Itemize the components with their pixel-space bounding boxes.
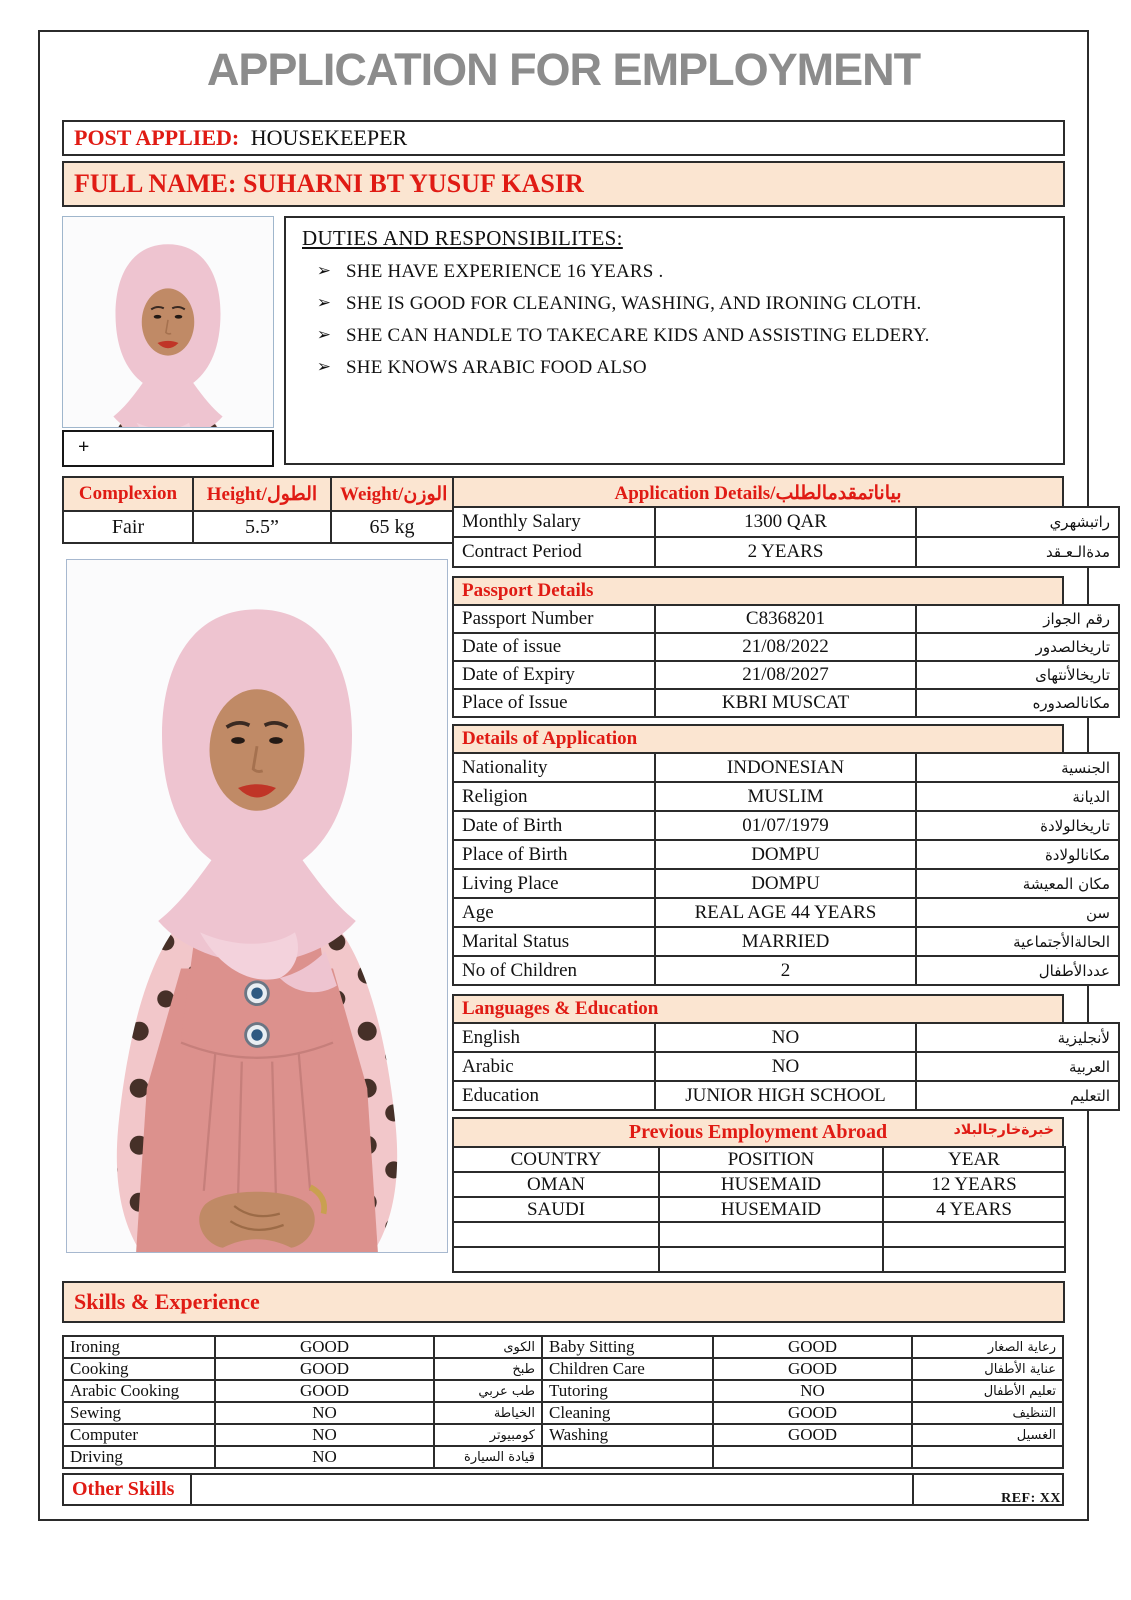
- stats-value-weight: 65 kg: [331, 511, 453, 543]
- skill-label: [542, 1446, 713, 1468]
- application-details-band: Application Details/بياناتمقدمالطلب: [452, 476, 1064, 508]
- employment-cell: [659, 1222, 883, 1247]
- employment-header-position: POSITION: [659, 1147, 883, 1172]
- passport-row-value: 21/08/2027: [655, 661, 916, 689]
- skill-label: Sewing: [63, 1402, 215, 1424]
- arrow-bullet-icon: ➢: [316, 261, 332, 280]
- skill-arabic: قيادة السيارة: [434, 1446, 542, 1468]
- duty-item: [302, 293, 1047, 315]
- details-row-arabic: الجنسية: [916, 753, 1119, 782]
- skill-value: NO: [215, 1446, 434, 1468]
- details-row-arabic: الديانة: [916, 782, 1119, 811]
- skill-arabic: تعليم الأطفال: [912, 1380, 1063, 1402]
- details-row-label: Living Place: [453, 869, 655, 898]
- details-row-value: DOMPU: [655, 840, 916, 869]
- skill-value: NO: [713, 1380, 912, 1402]
- skill-value: GOOD: [215, 1336, 434, 1358]
- details-of-application-table: [452, 752, 1120, 986]
- language-row-label: English: [453, 1023, 655, 1052]
- post-applied-row: [62, 120, 1065, 156]
- app-row-value: 2 YEARS: [655, 537, 916, 567]
- duty-text: SHE KNOWS ARABIC FOOD ALSO: [346, 357, 647, 378]
- passport-row-arabic: رقم الجواز: [916, 605, 1119, 633]
- passport-row-value: KBRI MUSCAT: [655, 689, 916, 717]
- language-row-value: NO: [655, 1023, 916, 1052]
- languages-education-table: [452, 1022, 1120, 1111]
- details-row-label: No of Children: [453, 956, 655, 985]
- full-name-row: FULL NAME: SUHARNI BT YUSUF KASIR: [62, 161, 1065, 207]
- details-row-arabic: تاريخالولادة: [916, 811, 1119, 840]
- passport-row-value: 21/08/2022: [655, 633, 916, 661]
- post-applied-label: POST APPLIED:: [74, 125, 240, 150]
- skills-experience-band: Skills & Experience: [62, 1281, 1065, 1323]
- previous-employment-band: [452, 1117, 1064, 1148]
- language-row-label: Arabic: [453, 1052, 655, 1081]
- app-row-label: Contract Period: [453, 537, 655, 567]
- woman-portrait-icon: [67, 560, 447, 1252]
- app-row-arabic: مدةالـعـقد: [916, 537, 1119, 567]
- employment-cell: [453, 1222, 659, 1247]
- passport-row-value: C8368201: [655, 605, 916, 633]
- other-skills-empty-cell: [191, 1474, 913, 1505]
- photo-column: [62, 216, 274, 467]
- skill-value: GOOD: [713, 1336, 912, 1358]
- language-row-value: NO: [655, 1052, 916, 1081]
- stats-value-complexion: Fair: [63, 511, 193, 543]
- duty-item: [302, 357, 1047, 379]
- employment-cell: [659, 1247, 883, 1272]
- skill-label: Ironing: [63, 1336, 215, 1358]
- previous-employment-title-arabic: خبرةخارجالبلاد: [953, 1122, 1054, 1138]
- employment-cell: SAUDI: [453, 1197, 659, 1222]
- previous-employment-table: [452, 1146, 1066, 1273]
- details-row-label: Nationality: [453, 753, 655, 782]
- language-row-label: Education: [453, 1081, 655, 1110]
- details-row-label: Age: [453, 898, 655, 927]
- duty-text: SHE CAN HANDLE TO TAKECARE KIDS AND ASSISTING ELDERY.: [346, 325, 930, 346]
- language-row-arabic: العربية: [916, 1052, 1119, 1081]
- plus-box: [62, 430, 274, 467]
- stats-value-height: 5.5”: [193, 511, 331, 543]
- post-applied-value: HOUSEKEEPER: [250, 125, 408, 150]
- ref-code: REF: XX: [1001, 1491, 1061, 1506]
- details-row-arabic: عددالأطفال: [916, 956, 1119, 985]
- applicant-photo-large: [66, 559, 448, 1253]
- language-row-value: JUNIOR HIGH SCHOOL: [655, 1081, 916, 1110]
- stats-header-height: Height/الطول: [193, 477, 331, 511]
- skill-value: GOOD: [713, 1402, 912, 1424]
- details-row-value: 01/07/1979: [655, 811, 916, 840]
- duty-text: SHE HAVE EXPERIENCE 16 YEARS .: [346, 261, 664, 282]
- employment-cell: [883, 1247, 1065, 1272]
- skill-label: Arabic Cooking: [63, 1380, 215, 1402]
- languages-education-band: Languages & Education: [452, 994, 1064, 1024]
- details-row-value: MUSLIM: [655, 782, 916, 811]
- top-section: [62, 216, 1065, 467]
- passport-details-band: Passport Details: [452, 576, 1064, 606]
- skill-label: Children Care: [542, 1358, 713, 1380]
- details-row-arabic: الحالةالأجتماعية: [916, 927, 1119, 956]
- skill-arabic: الخياطة: [434, 1402, 542, 1424]
- duty-text: SHE IS GOOD FOR CLEANING, WASHING, AND IRONING CLOTH.: [346, 293, 922, 314]
- details-row-arabic: مكانالولادة: [916, 840, 1119, 869]
- duties-box: [284, 216, 1065, 465]
- skill-label: Washing: [542, 1424, 713, 1446]
- arrow-bullet-icon: ➢: [316, 325, 332, 344]
- document-page: [38, 30, 1110, 1521]
- application-details-table: [452, 506, 1120, 568]
- other-skills-label: Other Skills: [63, 1474, 191, 1505]
- details-row-value: INDONESIAN: [655, 753, 916, 782]
- previous-employment-title: Previous Employment Abroad: [628, 1121, 888, 1143]
- skill-arabic: التنظيف: [912, 1402, 1063, 1424]
- stats-table: [62, 476, 454, 544]
- employment-cell: HUSEMAID: [659, 1197, 883, 1222]
- passport-row-arabic: تاريخالأنتهاى: [916, 661, 1119, 689]
- details-row-arabic: مكان المعيشة: [916, 869, 1119, 898]
- details-row-label: Religion: [453, 782, 655, 811]
- skill-arabic: طب عربي: [434, 1380, 542, 1402]
- passport-row-label: Place of Issue: [453, 689, 655, 717]
- skill-arabic: [912, 1446, 1063, 1468]
- skill-value: GOOD: [215, 1380, 434, 1402]
- details-row-label: Date of Birth: [453, 811, 655, 840]
- duty-item: [302, 261, 1047, 283]
- skill-value: GOOD: [215, 1358, 434, 1380]
- skill-value: [713, 1446, 912, 1468]
- skill-label: Driving: [63, 1446, 215, 1468]
- right-column: [452, 476, 1110, 1273]
- app-row-value: 1300 QAR: [655, 507, 916, 537]
- details-of-application-band: Details of Application: [452, 724, 1064, 754]
- employment-header-country: COUNTRY: [453, 1147, 659, 1172]
- stats-header-weight: Weight/الوزن: [331, 477, 453, 511]
- language-row-arabic: لأنجليزية: [916, 1023, 1119, 1052]
- skill-value: NO: [215, 1402, 434, 1424]
- app-row-label: Monthly Salary: [453, 507, 655, 537]
- app-row-arabic: راتبشهري: [916, 507, 1119, 537]
- skill-label: Cooking: [63, 1358, 215, 1380]
- skill-arabic: كومبيوتر: [434, 1424, 542, 1446]
- skill-arabic: الكوى: [434, 1336, 542, 1358]
- details-row-value: DOMPU: [655, 869, 916, 898]
- passport-row-label: Date of issue: [453, 633, 655, 661]
- employment-header-year: YEAR: [883, 1147, 1065, 1172]
- details-row-label: Marital Status: [453, 927, 655, 956]
- arrow-bullet-icon: ➢: [316, 293, 332, 312]
- skill-arabic: رعاية الصغار: [912, 1336, 1063, 1358]
- details-row-value: MARRIED: [655, 927, 916, 956]
- details-row-arabic: سن: [916, 898, 1119, 927]
- skill-arabic: عناية الأطفال: [912, 1358, 1063, 1380]
- employment-cell: [453, 1247, 659, 1272]
- page-title: APPLICATION FOR EMPLOYMENT: [206, 44, 921, 95]
- duty-item: [302, 325, 1047, 347]
- employment-cell: HUSEMAID: [659, 1172, 883, 1197]
- left-column: [62, 476, 452, 1273]
- duties-title: DUTIES AND RESPONSIBILITES:: [302, 226, 623, 250]
- employment-cell: 12 YEARS: [883, 1172, 1065, 1197]
- skill-value: GOOD: [713, 1424, 912, 1446]
- skill-arabic: الغسيل: [912, 1424, 1063, 1446]
- other-skills-row: [62, 1473, 1064, 1506]
- main-columns: [62, 476, 1110, 1273]
- skills-table: [62, 1335, 1064, 1469]
- arrow-bullet-icon: ➢: [316, 357, 332, 376]
- skill-label: Cleaning: [542, 1402, 713, 1424]
- passport-row-label: Passport Number: [453, 605, 655, 633]
- skill-value: GOOD: [713, 1358, 912, 1380]
- woman-portrait-icon: [63, 217, 273, 427]
- passport-details-table: [452, 604, 1120, 718]
- skill-label: Baby Sitting: [542, 1336, 713, 1358]
- language-row-arabic: التعليم: [916, 1081, 1119, 1110]
- skill-label: Computer: [63, 1424, 215, 1446]
- details-row-label: Place of Birth: [453, 840, 655, 869]
- skill-value: NO: [215, 1424, 434, 1446]
- plus-icon: +: [78, 436, 90, 458]
- skill-label: Tutoring: [542, 1380, 713, 1402]
- details-row-value: 2: [655, 956, 916, 985]
- employment-cell: 4 YEARS: [883, 1197, 1065, 1222]
- passport-row-label: Date of Expiry: [453, 661, 655, 689]
- passport-row-arabic: مكانالصدوره: [916, 689, 1119, 717]
- skill-arabic: طبخ: [434, 1358, 542, 1380]
- details-row-value: REAL AGE 44 YEARS: [655, 898, 916, 927]
- stats-header-complexion: Complexion: [63, 477, 193, 511]
- employment-cell: [883, 1222, 1065, 1247]
- passport-row-arabic: تاريخالصدور: [916, 633, 1119, 661]
- applicant-photo-small: [62, 216, 274, 428]
- employment-cell: OMAN: [453, 1172, 659, 1197]
